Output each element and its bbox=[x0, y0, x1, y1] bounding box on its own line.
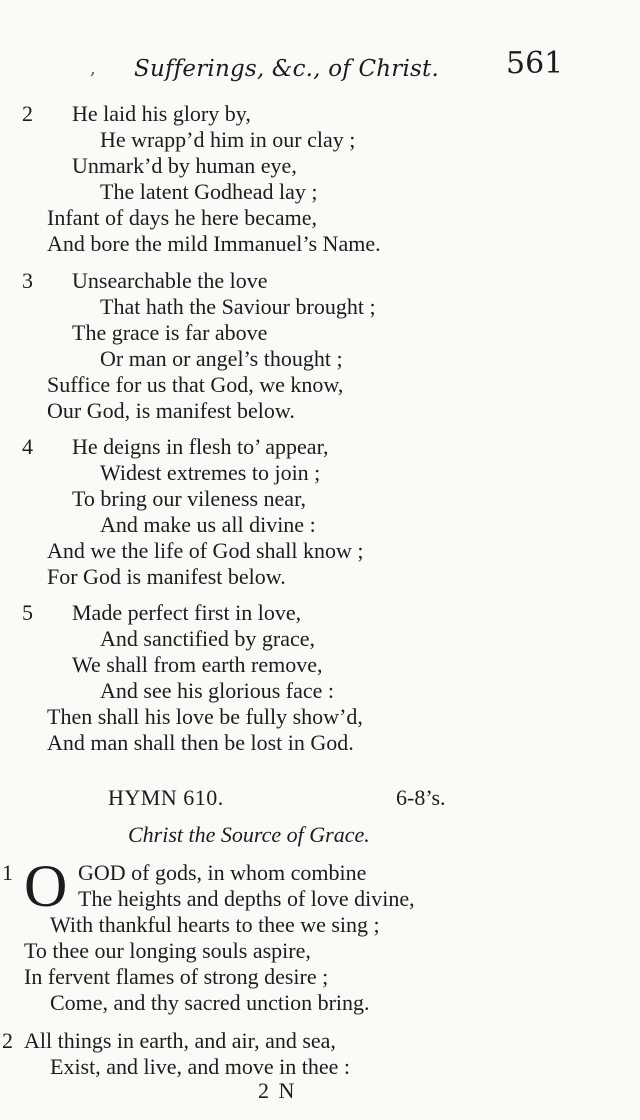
verse-line: Suffice for us that God, we know, bbox=[47, 372, 344, 397]
page-number: 561 bbox=[506, 46, 564, 81]
verse-line: To thee our longing souls aspire, bbox=[24, 938, 311, 963]
verse-line: Unmark’d by human eye, bbox=[72, 153, 297, 178]
verse-line: For God is manifest below. bbox=[47, 564, 286, 589]
drop-cap: O bbox=[24, 853, 68, 919]
verse-line: In fervent flames of strong desire ; bbox=[24, 964, 329, 989]
verse-line: We shall from earth remove, bbox=[72, 652, 323, 677]
header-mark: , bbox=[90, 58, 96, 79]
verse-line: And sanctified by grace, bbox=[100, 626, 316, 651]
hymn-title: HYMN 610. bbox=[108, 785, 224, 810]
verse-line: Widest extremes to join ; bbox=[100, 460, 321, 485]
verse-line: And we the life of God shall know ; bbox=[47, 538, 364, 563]
stanza-number: 3 bbox=[22, 268, 33, 293]
verse-line: He wrapp’d him in our clay ; bbox=[100, 127, 356, 152]
verse-line: To bring our vileness near, bbox=[72, 486, 307, 511]
verse-line: And bore the mild Immanuel’s Name. bbox=[47, 231, 381, 256]
stanza-number: 5 bbox=[22, 600, 33, 625]
verse-line: GOD of gods, in whom combine bbox=[78, 860, 367, 885]
verse-line: Infant of days he here became, bbox=[47, 205, 317, 230]
stanza-number: 1 bbox=[2, 860, 13, 885]
hymn-subtitle: Christ the Source of Grace. bbox=[128, 822, 370, 847]
verse-line: The grace is far above bbox=[72, 320, 268, 345]
verse-line: That hath the Saviour brought ; bbox=[100, 294, 376, 319]
verse-line: He deigns in flesh to’ appear, bbox=[72, 434, 329, 459]
verse-line: And make us all divine : bbox=[100, 512, 316, 537]
signature-mark: 2 N bbox=[258, 1078, 297, 1103]
stanza-number: 4 bbox=[22, 434, 33, 459]
verse-line: With thankful hearts to thee we sing ; bbox=[50, 912, 380, 937]
stanza-number: 2 bbox=[22, 101, 33, 126]
verse-line: All things in earth, and air, and sea, bbox=[24, 1028, 336, 1053]
verse-line: Our God, is manifest below. bbox=[47, 398, 295, 423]
verse-line: Then shall his love be fully show’d, bbox=[47, 704, 363, 729]
verse-line: The latent Godhead lay ; bbox=[100, 179, 318, 204]
verse-line: Or man or angel’s thought ; bbox=[100, 346, 343, 371]
verse-line: Come, and thy sacred unction bring. bbox=[50, 990, 370, 1015]
verse-line: And see his glorious face : bbox=[100, 678, 334, 703]
running-header-title: Sufferings, &c., of Christ. bbox=[134, 56, 439, 82]
verse-line: Made perfect first in love, bbox=[72, 600, 302, 625]
hymn-meter: 6-8’s. bbox=[396, 785, 446, 810]
verse-line: Exist, and live, and move in thee : bbox=[50, 1054, 350, 1079]
verse-line: The heights and depths of love divine, bbox=[78, 886, 415, 911]
stanza-number: 2 bbox=[2, 1028, 13, 1053]
verse-line: And man shall then be lost in God. bbox=[47, 730, 354, 755]
verse-line: Unsearchable the love bbox=[72, 268, 268, 293]
verse-line: He laid his glory by, bbox=[72, 101, 251, 126]
